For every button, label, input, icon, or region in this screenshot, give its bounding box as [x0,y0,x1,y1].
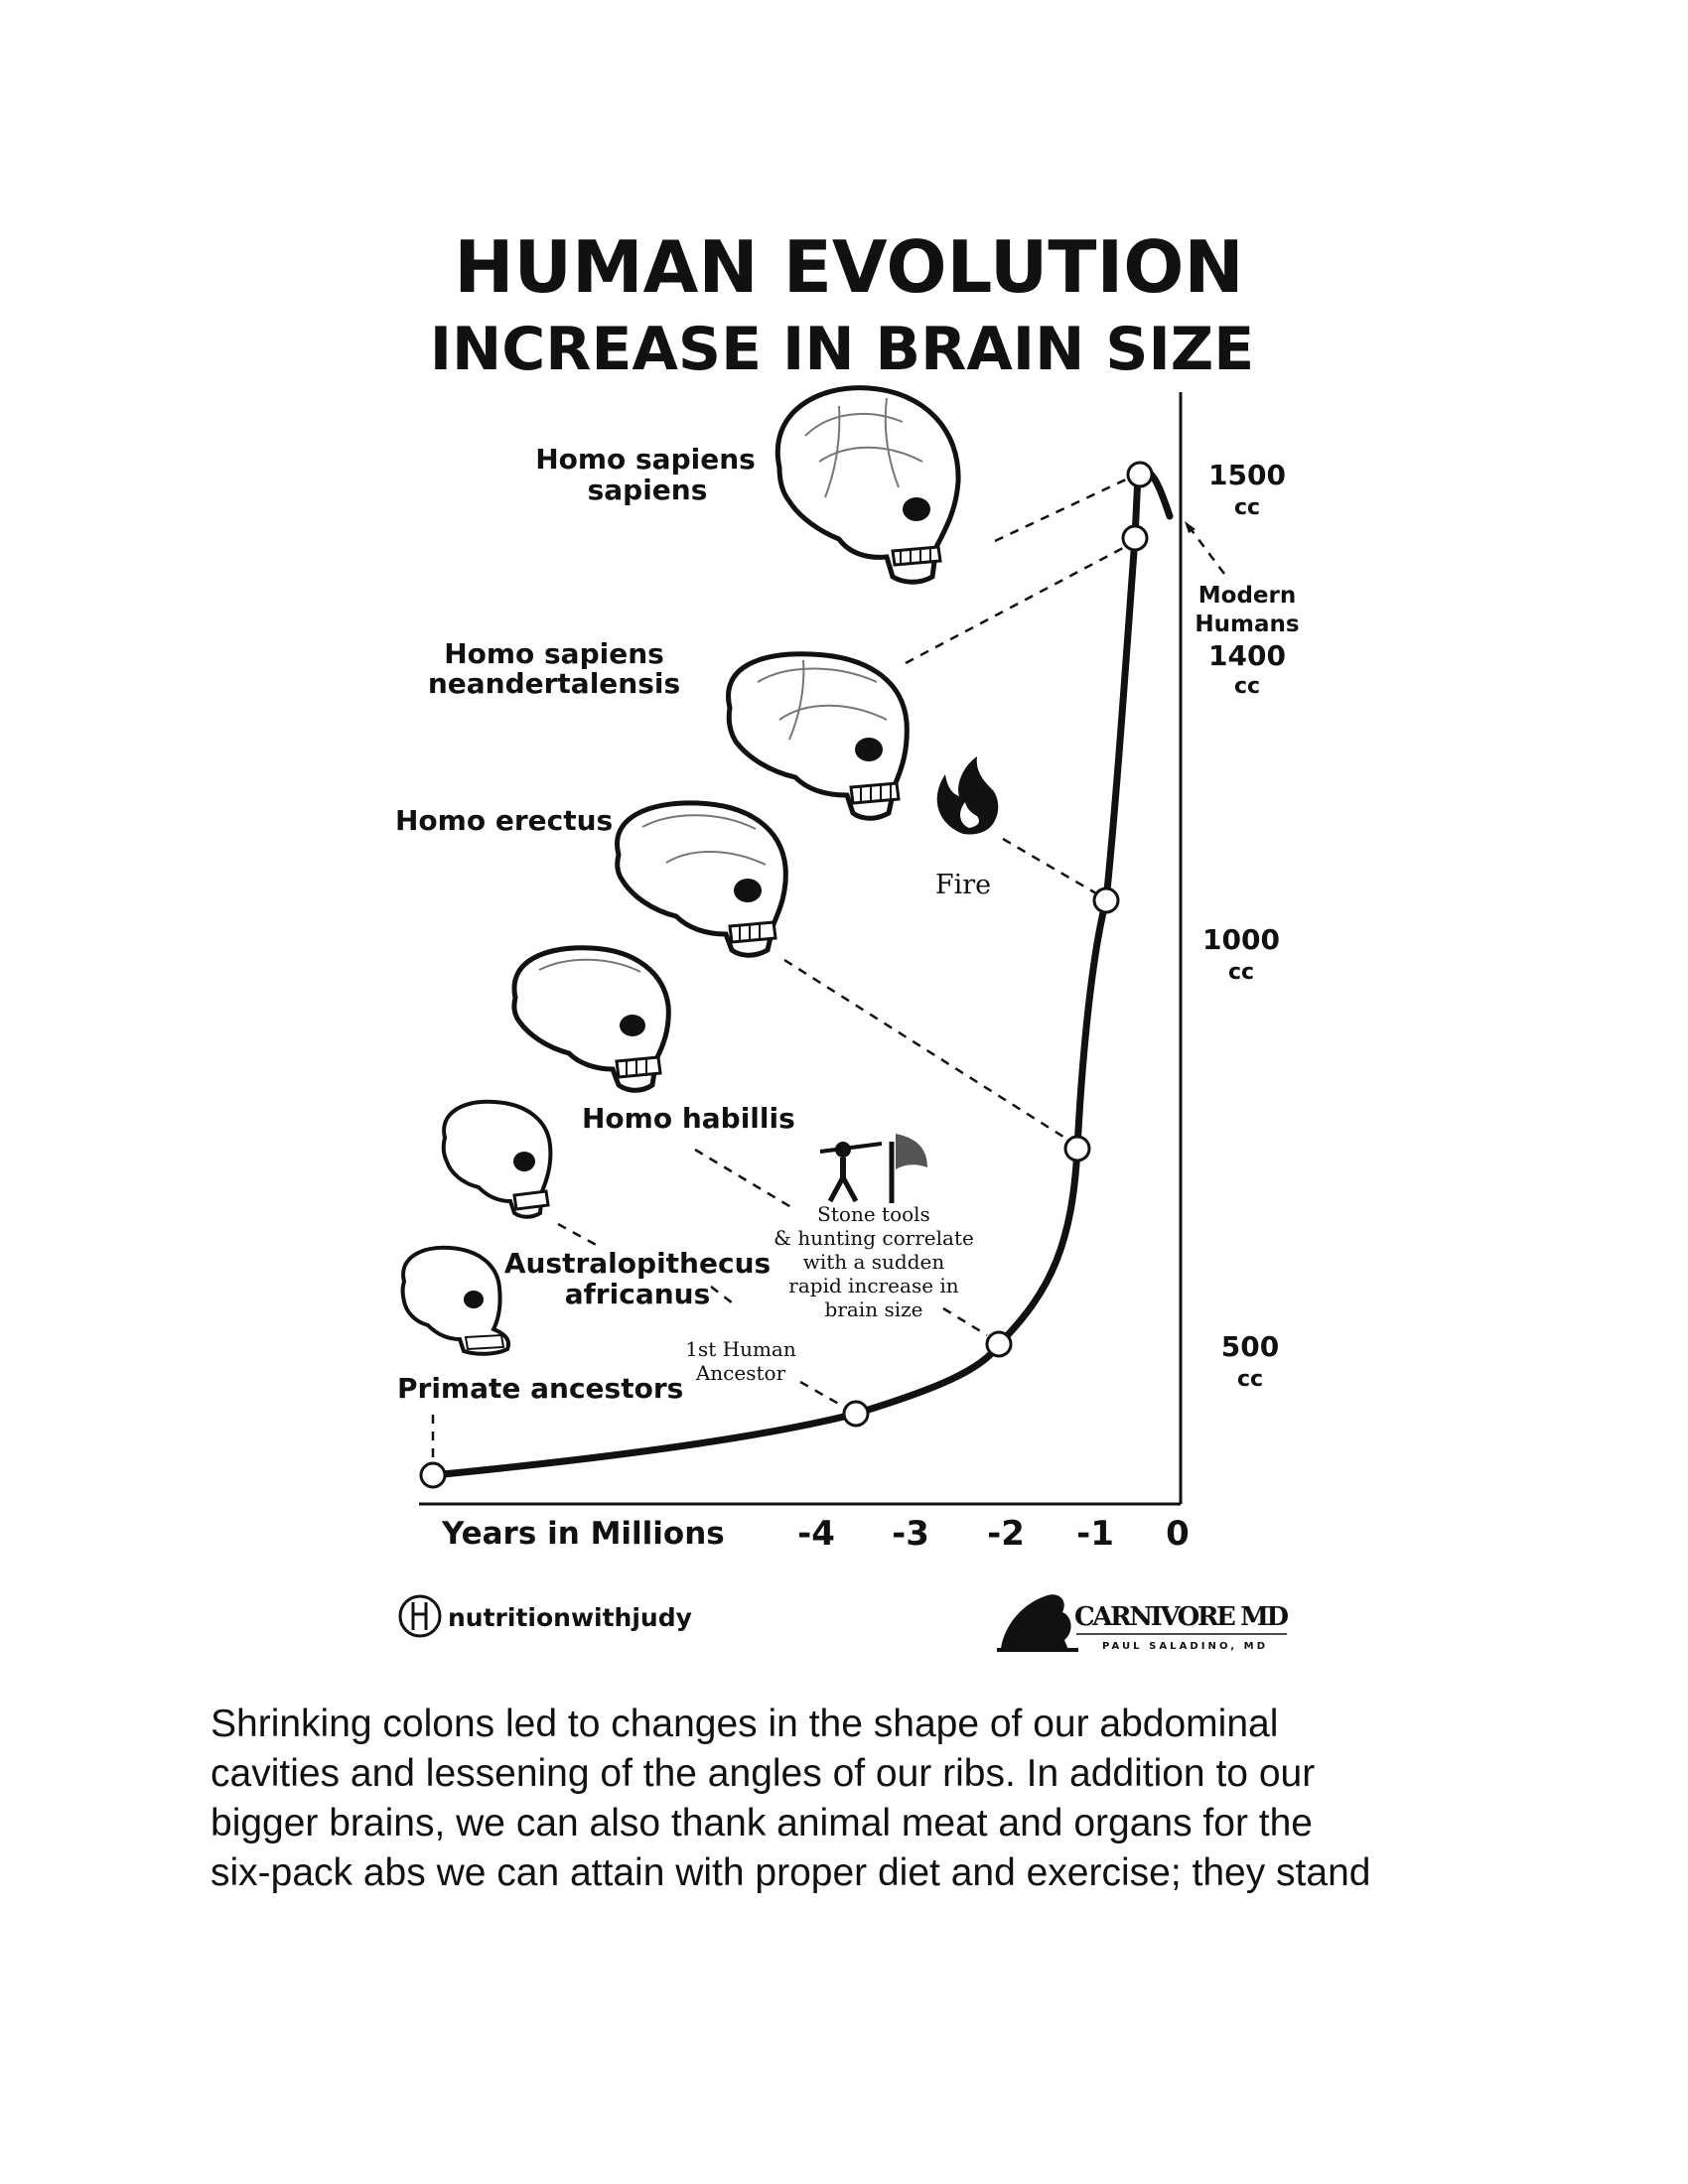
marker-homo-erectus [1065,1137,1089,1160]
svg-text:CARNIVORE MD: CARNIVORE MD [1074,1602,1289,1632]
tools-line-3: with a sudden [802,1250,945,1274]
label-primate: Primate ancestors [397,1372,684,1405]
brain-label-1500: 1500 [1208,459,1286,491]
brain-unit-1500: cc [1233,495,1261,520]
brain-label-1000: 1000 [1202,923,1280,956]
modern-humans-1: Modern [1197,583,1297,609]
label-australopithecus-1: Australopithecus [503,1247,772,1280]
skull-neandertal-icon [729,654,908,818]
tools-line-4: rapid increase in [788,1274,959,1297]
marker-first-human-ancestor [844,1402,868,1426]
marker-stone-tools [987,1332,1011,1356]
x-tick-label: -2 [987,1514,1025,1554]
figure-title: HUMAN EVOLUTION [454,225,1244,309]
x-tick-label: -4 [797,1514,835,1554]
marker-neandertal [1123,526,1147,550]
marker-fire [1094,888,1118,912]
tools-line-2: & hunting correlate [774,1226,974,1250]
fire-label: Fire [934,870,992,900]
label-sapiens-2: sapiens [587,474,708,506]
ancestor-line-1: 1st Human [685,1337,796,1361]
svg-text:nutritionwithjudy: nutritionwithjudy [448,1603,692,1632]
skull-habilis-icon [514,948,669,1090]
label-neandertal-1: Homo sapiens [444,637,664,670]
fire-icon [937,756,999,835]
brain-label-1400: 1400 [1208,639,1286,672]
ancestor-line-2: Ancestor [695,1361,786,1385]
marker-sapiens [1128,463,1152,486]
brain-unit-1400: cc [1233,674,1261,699]
tools-line-5: brain size [824,1297,923,1321]
label-neandertal-2: neandertalensis [427,667,681,700]
x-tick-label: -3 [892,1514,929,1554]
skull-australopithecus-icon [444,1102,551,1217]
skull-erectus-icon [618,803,786,955]
x-tick-label: 0 [1166,1514,1190,1554]
x-tick-labels [797,1514,1190,1554]
brain-unit-1000: cc [1227,960,1255,985]
stone-axe-icon [892,1134,927,1203]
label-australopithecus-2: africanus [564,1278,711,1310]
brain-unit-500: cc [1236,1367,1264,1392]
spear-hunter-icon [820,1142,882,1201]
skull-primate-icon [403,1248,509,1354]
brain-label-500: 500 [1220,1330,1280,1363]
tools-line-1: Stone tools [817,1202,930,1226]
x-axis-title: Years in Millions [442,1516,725,1552]
label-sapiens-1: Homo sapiens [535,443,756,476]
label-erectus: Homo erectus [395,804,614,837]
label-habilis: Homo habillis [582,1102,795,1135]
nutritionwithjudy-logo [400,1596,692,1636]
figure-subtitle: INCREASE IN BRAIN SIZE [429,315,1255,384]
svg-text:PAUL SALADINO, MD: PAUL SALADINO, MD [1102,1641,1265,1652]
skull-sapiens-icon [777,388,958,583]
carnivore-md-logo [997,1594,1289,1652]
modern-humans-2: Humans [1195,612,1300,637]
x-tick-label: -1 [1076,1514,1114,1554]
body-paragraph [211,1700,1501,1898]
body-line: Shrinking colons led to changes in the shape of our abdominal [211,1703,1279,1745]
marker-primate [421,1463,445,1487]
body-line: six-pack abs we can attain with proper diet and exercise; they stand [211,1851,1371,1894]
body-line: cavities and lessening of the angles of our ribs. In addition to our [211,1752,1316,1795]
body-line: bigger brains, we can also thank animal meat and organs for the [211,1802,1313,1844]
